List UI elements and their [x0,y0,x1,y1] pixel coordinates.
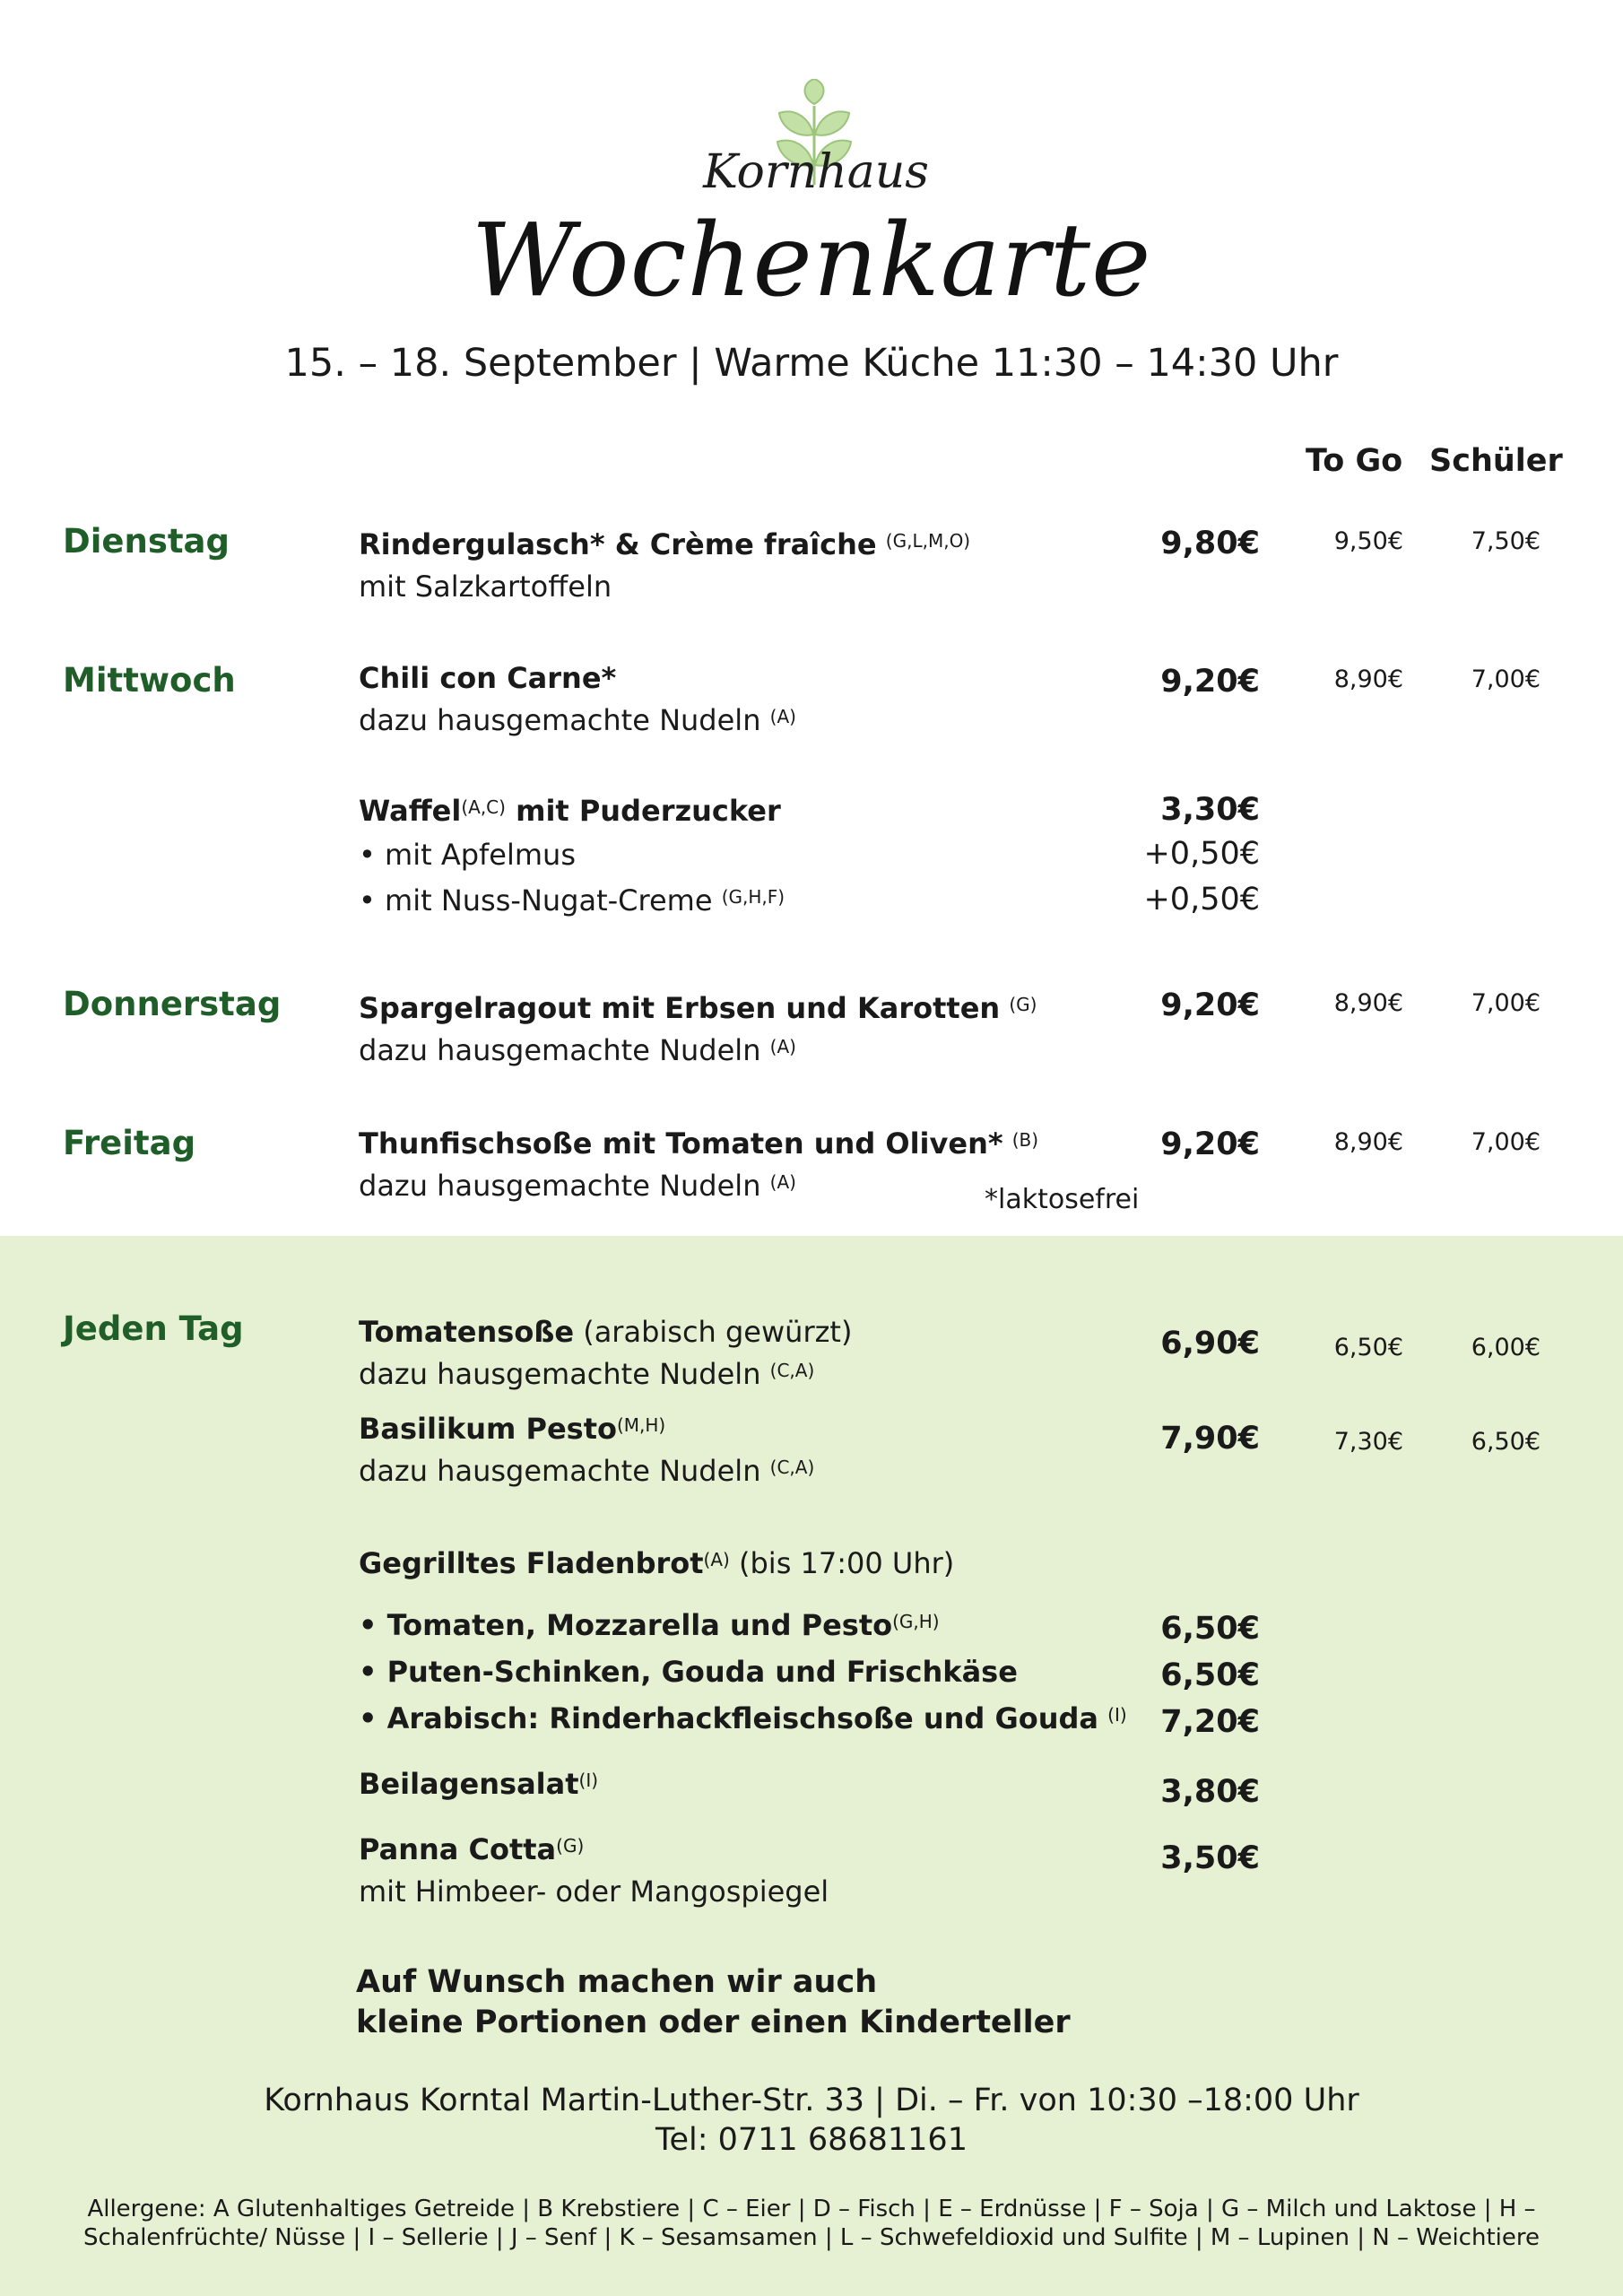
price-panna-cotta: 3,50€ [1160,1840,1260,1876]
menu-item-thunfisch: Thunfischsoße mit Tomaten und Oliven* $^{(B)}$ dazu hausgemachte Nudeln $^{(A)}$ [359,1126,1039,1203]
menu-item-gulasch: Rindergulasch* & Crème fraîche $^{(G,L,M,O)}$ mit Salzkartoffeln [359,527,971,604]
portion-note: Auf Wunsch machen wir auch kleine Portionen oder einen Kinderteller [356,1964,1071,2040]
lactose-free-note: *laktosefrei [985,1184,1140,1215]
brand-logo-text: Kornhaus [703,145,929,199]
price-fladenbrot-puten: 6,50€ [1160,1657,1260,1693]
column-header-togo: To Go [1306,443,1403,479]
price-waffel-nuss: +0,50€ [1143,882,1260,918]
price-chili: 9,20€ [1160,664,1260,700]
day-label-dienstag: Dienstag [63,522,230,561]
page-title: Wochenkarte [471,203,1152,319]
menu-item-tomatensosse: Tomatensoße (arabisch gewürzt) dazu hausgemachte Nudeln $^{(C,A)}$ [359,1315,853,1391]
price-waffel-apfelmus: +0,50€ [1143,836,1260,872]
schueler-price-gulasch: 7,50€ [1471,527,1541,555]
price-fladenbrot-arabisch: 7,20€ [1160,1704,1260,1740]
menu-item-fladenbrot-puten: • Puten-Schinken, Gouda und Frischkäse [359,1655,1018,1689]
price-fladenbrot-tomaten: 6,50€ [1160,1611,1260,1647]
schueler-price-spargel: 7,00€ [1471,989,1541,1017]
schueler-price-pesto: 6,50€ [1471,1428,1541,1456]
menu-item-fladenbrot-arabisch: • Arabisch: Rinderhackfleischsoße und Gouda $^{(I)}$ [359,1701,1127,1735]
schueler-price-thunfisch: 7,00€ [1471,1128,1541,1156]
price-spargel: 9,20€ [1160,987,1260,1023]
togo-price-tomatensosse: 6,50€ [1333,1334,1403,1361]
menu-item-spargel: Spargelragout mit Erbsen und Karotten $^{(G)}$ dazu hausgemachte Nudeln $^{(A)}$ [359,991,1037,1067]
day-label-freitag: Freitag [63,1124,196,1162]
menu-item-fladenbrot-tomaten: • Tomaten, Mozzarella und Pesto$^{(G,H)}$ [359,1608,940,1642]
allergen-legend: Allergene: A Glutenhaltiges Getreide | B Krebstiere | C – Eier | D – Fisch | E – Erdnüsse | F – Soja | G – Milch und Laktose | H – Schalenfrüchte/ Nüsse | I – Sellerie | J – Senf | K – Sesamsamen | L – Schwefeldioxid und Sulfite | M – Lupinen | N – Weichtiere [83,2196,1540,2251]
menu-item-pesto: Basilikum Pesto$^{(M,H)}$ dazu hausgemachte Nudeln $^{(C,A)}$ [359,1412,815,1488]
schueler-price-tomatensosse: 6,00€ [1471,1334,1541,1361]
price-thunfisch: 9,20€ [1160,1126,1260,1162]
day-label-jeden-tag: Jeden Tag [63,1309,244,1348]
menu-item-waffel: Waffel$^{(A,C)}$ mit Puderzucker • mit Apfelmus • mit Nuss-Nugat-Creme $^{(G,H,F)}$ [359,794,785,918]
date-hours-subtitle: 15. – 18. September | Warme Küche 11:30 – 14:30 Uhr [284,341,1339,386]
togo-price-gulasch: 9,50€ [1333,527,1403,555]
schueler-price-chili: 7,00€ [1471,665,1541,693]
day-label-mittwoch: Mittwoch [63,661,236,700]
menu-item-fladenbrot: Gegrilltes Fladenbrot$^{(A)}$ (bis 17:00 Uhr) [359,1546,955,1580]
footer-phone: Tel: 0711 68681161 [655,2122,968,2158]
footer-address: Kornhaus Korntal Martin-Luther-Str. 33 | Di. – Fr. von 10:30 –18:00 Uhr [264,2083,1359,2118]
togo-price-chili: 8,90€ [1333,665,1403,693]
togo-price-thunfisch: 8,90€ [1333,1128,1403,1156]
togo-price-pesto: 7,30€ [1333,1428,1403,1456]
togo-price-spargel: 8,90€ [1333,989,1403,1017]
day-label-donnerstag: Donnerstag [63,985,282,1023]
price-gulasch: 9,80€ [1160,526,1260,561]
price-beilagensalat: 3,80€ [1160,1774,1260,1810]
menu-item-chili: Chili con Carne* dazu hausgemachte Nudeln $^{(A)}$ [359,661,796,737]
menu-item-beilagensalat: Beilagensalat$^{(I)}$ [359,1767,599,1801]
menu-item-panna-cotta: Panna Cotta$^{(G)}$ mit Himbeer- oder Mangospiegel [359,1832,829,1909]
price-waffel: 3,30€ [1160,792,1260,828]
column-header-schueler: Schüler [1429,443,1563,479]
price-pesto: 7,90€ [1160,1421,1260,1457]
price-tomatensosse: 6,90€ [1160,1326,1260,1361]
